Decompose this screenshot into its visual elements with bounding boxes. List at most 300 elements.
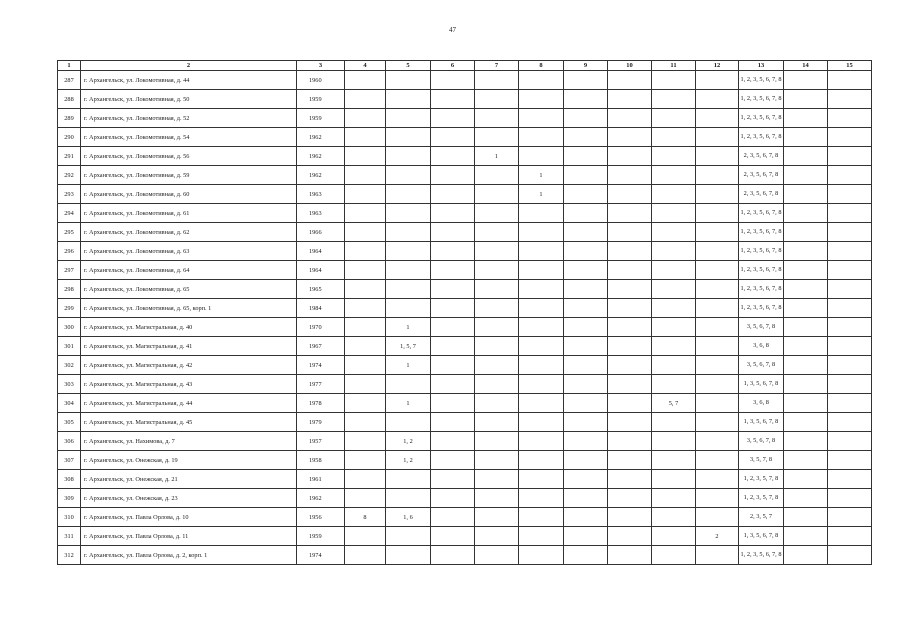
col8-cell <box>519 299 564 318</box>
col6-cell <box>431 337 475 356</box>
row-number-cell: 311 <box>58 527 81 546</box>
row-number-cell: 310 <box>58 508 81 527</box>
col14-cell <box>784 375 828 394</box>
col4-cell <box>345 337 386 356</box>
col6-cell <box>431 451 475 470</box>
year-cell: 1962 <box>297 147 345 166</box>
col14-cell <box>784 109 828 128</box>
col9-cell <box>564 394 608 413</box>
year-cell: 1958 <box>297 451 345 470</box>
col7-cell <box>475 223 519 242</box>
col11-cell <box>652 109 696 128</box>
address-cell: г. Архангельск, ул. Магистральная, д. 45 <box>81 413 297 432</box>
address-cell: г. Архангельск, ул. Магистральная, д. 42 <box>81 356 297 375</box>
address-cell: г. Архангельск, ул. Магистральная, д. 43 <box>81 375 297 394</box>
header-cell: 9 <box>564 61 608 71</box>
col8-cell <box>519 71 564 90</box>
col13-cell: 1, 2, 3, 5, 6, 7, 8 <box>739 299 784 318</box>
col6-cell <box>431 394 475 413</box>
col13-cell: 1, 3, 5, 6, 7, 8 <box>739 527 784 546</box>
row-number-cell: 293 <box>58 185 81 204</box>
col8-cell: 1 <box>519 166 564 185</box>
col9-cell <box>564 128 608 147</box>
col9-cell <box>564 109 608 128</box>
col14-cell <box>784 261 828 280</box>
col14-cell <box>784 508 828 527</box>
col13-cell: 1, 2, 3, 5, 6, 7, 8 <box>739 546 784 565</box>
col11-cell <box>652 451 696 470</box>
col12-cell <box>696 166 739 185</box>
col6-cell <box>431 413 475 432</box>
col15-cell <box>828 261 872 280</box>
table-row <box>58 356 872 375</box>
col8-cell <box>519 242 564 261</box>
row-number-cell: 291 <box>58 147 81 166</box>
col12-cell <box>696 147 739 166</box>
year-cell: 1961 <box>297 470 345 489</box>
col13-cell: 1, 2, 3, 5, 7, 8 <box>739 470 784 489</box>
table-row <box>58 299 872 318</box>
col8-cell <box>519 318 564 337</box>
table-row <box>58 451 872 470</box>
row-number-cell: 287 <box>58 71 81 90</box>
col12-cell <box>696 280 739 299</box>
col12-cell <box>696 489 739 508</box>
col5-cell: 1 <box>386 356 431 375</box>
col10-cell <box>608 470 652 489</box>
table-header <box>58 61 872 71</box>
table-row <box>58 413 872 432</box>
col7-cell <box>475 375 519 394</box>
col4-cell <box>345 318 386 337</box>
col4-cell <box>345 223 386 242</box>
col5-cell <box>386 546 431 565</box>
col9-cell <box>564 356 608 375</box>
col9-cell <box>564 527 608 546</box>
col7-cell <box>475 166 519 185</box>
col15-cell <box>828 337 872 356</box>
col7-cell <box>475 356 519 375</box>
col14-cell <box>784 337 828 356</box>
col15-cell <box>828 204 872 223</box>
col12-cell <box>696 375 739 394</box>
col7-cell <box>475 489 519 508</box>
address-cell: г. Архангельск, ул. Локомотивная, д. 65, корп. 1 <box>81 299 297 318</box>
col10-cell <box>608 280 652 299</box>
col12-cell <box>696 185 739 204</box>
col10-cell <box>608 489 652 508</box>
year-cell: 1974 <box>297 356 345 375</box>
row-number-cell: 301 <box>58 337 81 356</box>
col12-cell <box>696 261 739 280</box>
col13-cell: 1, 3, 5, 6, 7, 8 <box>739 375 784 394</box>
col7-cell <box>475 546 519 565</box>
year-cell: 1963 <box>297 185 345 204</box>
col7-cell <box>475 185 519 204</box>
col14-cell <box>784 204 828 223</box>
col11-cell <box>652 318 696 337</box>
col13-cell: 1, 2, 3, 5, 6, 7, 8 <box>739 109 784 128</box>
header-cell: 12 <box>696 61 739 71</box>
row-number-cell: 288 <box>58 90 81 109</box>
header-cell: 6 <box>431 61 475 71</box>
col9-cell <box>564 318 608 337</box>
address-cell: г. Архангельск, ул. Павла Орлова, д. 10 <box>81 508 297 527</box>
col13-cell: 1, 3, 5, 6, 7, 8 <box>739 413 784 432</box>
col15-cell <box>828 394 872 413</box>
year-cell: 1974 <box>297 546 345 565</box>
col4-cell <box>345 470 386 489</box>
col8-cell <box>519 147 564 166</box>
address-cell: г. Архангельск, ул. Онежская, д. 21 <box>81 470 297 489</box>
col7-cell <box>475 299 519 318</box>
header-cell: 1 <box>58 61 81 71</box>
col6-cell <box>431 242 475 261</box>
col13-cell: 1, 2, 3, 5, 7, 8 <box>739 489 784 508</box>
col15-cell <box>828 508 872 527</box>
table-row <box>58 318 872 337</box>
col13-cell: 3, 5, 6, 7, 8 <box>739 432 784 451</box>
col5-cell <box>386 109 431 128</box>
col6-cell <box>431 223 475 242</box>
col14-cell <box>784 546 828 565</box>
col8-cell <box>519 508 564 527</box>
address-cell: г. Архангельск, ул. Локомотивная, д. 44 <box>81 71 297 90</box>
header-cell: 7 <box>475 61 519 71</box>
col15-cell <box>828 356 872 375</box>
col11-cell <box>652 527 696 546</box>
col12-cell <box>696 470 739 489</box>
year-cell: 1963 <box>297 204 345 223</box>
col4-cell <box>345 299 386 318</box>
col15-cell <box>828 470 872 489</box>
col4-cell <box>345 166 386 185</box>
col15-cell <box>828 128 872 147</box>
col13-cell: 1, 2, 3, 5, 6, 7, 8 <box>739 223 784 242</box>
col4-cell <box>345 280 386 299</box>
col6-cell <box>431 375 475 394</box>
row-number-cell: 292 <box>58 166 81 185</box>
col5-cell <box>386 128 431 147</box>
col12-cell <box>696 432 739 451</box>
col7-cell <box>475 204 519 223</box>
table-row <box>58 375 872 394</box>
col10-cell <box>608 223 652 242</box>
year-cell: 1964 <box>297 242 345 261</box>
col9-cell <box>564 261 608 280</box>
header-cell: 13 <box>739 61 784 71</box>
col9-cell <box>564 432 608 451</box>
col10-cell <box>608 527 652 546</box>
year-cell: 1962 <box>297 128 345 147</box>
col8-cell <box>519 280 564 299</box>
col6-cell <box>431 527 475 546</box>
col4-cell <box>345 185 386 204</box>
col12-cell <box>696 204 739 223</box>
col8-cell <box>519 413 564 432</box>
col9-cell <box>564 147 608 166</box>
table-row <box>58 394 872 413</box>
col6-cell <box>431 185 475 204</box>
col8-cell <box>519 109 564 128</box>
col11-cell <box>652 432 696 451</box>
col11-cell <box>652 508 696 527</box>
col9-cell <box>564 299 608 318</box>
col5-cell <box>386 223 431 242</box>
col7-cell <box>475 508 519 527</box>
header-cell: 10 <box>608 61 652 71</box>
col4-cell <box>345 204 386 223</box>
col14-cell <box>784 128 828 147</box>
col14-cell <box>784 299 828 318</box>
row-number-cell: 303 <box>58 375 81 394</box>
col15-cell <box>828 432 872 451</box>
col13-cell: 1, 2, 3, 5, 6, 7, 8 <box>739 128 784 147</box>
col8-cell <box>519 356 564 375</box>
year-cell: 1959 <box>297 109 345 128</box>
address-cell: г. Архангельск, ул. Онежская, д. 19 <box>81 451 297 470</box>
col4-cell <box>345 90 386 109</box>
col10-cell <box>608 147 652 166</box>
table-row <box>58 128 872 147</box>
col4-cell <box>345 375 386 394</box>
col11-cell <box>652 470 696 489</box>
header-cell: 5 <box>386 61 431 71</box>
col4-cell <box>345 128 386 147</box>
col8-cell <box>519 527 564 546</box>
col14-cell <box>784 451 828 470</box>
col5-cell <box>386 185 431 204</box>
col9-cell <box>564 508 608 527</box>
col4-cell <box>345 356 386 375</box>
header-cell: 14 <box>784 61 828 71</box>
col8-cell <box>519 261 564 280</box>
col12-cell <box>696 413 739 432</box>
col4-cell <box>345 489 386 508</box>
address-cell: г. Архангельск, ул. Локомотивная, д. 59 <box>81 166 297 185</box>
col8-cell: 1 <box>519 185 564 204</box>
table-row <box>58 337 872 356</box>
year-cell: 1962 <box>297 166 345 185</box>
row-number-cell: 309 <box>58 489 81 508</box>
row-number-cell: 305 <box>58 413 81 432</box>
col4-cell <box>345 413 386 432</box>
col8-cell <box>519 432 564 451</box>
col5-cell <box>386 413 431 432</box>
col4-cell <box>345 546 386 565</box>
col6-cell <box>431 489 475 508</box>
col15-cell <box>828 242 872 261</box>
col6-cell <box>431 546 475 565</box>
col8-cell <box>519 394 564 413</box>
table-row <box>58 261 872 280</box>
col11-cell <box>652 261 696 280</box>
col11-cell <box>652 413 696 432</box>
col15-cell <box>828 546 872 565</box>
year-cell: 1977 <box>297 375 345 394</box>
col12-cell <box>696 508 739 527</box>
col15-cell <box>828 318 872 337</box>
col10-cell <box>608 356 652 375</box>
col5-cell <box>386 470 431 489</box>
year-cell: 1957 <box>297 432 345 451</box>
address-cell: г. Архангельск, ул. Павла Орлова, д. 11 <box>81 527 297 546</box>
col10-cell <box>608 337 652 356</box>
col9-cell <box>564 90 608 109</box>
col8-cell <box>519 451 564 470</box>
row-number-cell: 296 <box>58 242 81 261</box>
col6-cell <box>431 109 475 128</box>
col7-cell <box>475 413 519 432</box>
table-row <box>58 166 872 185</box>
address-cell: г. Архангельск, ул. Локомотивная, д. 60 <box>81 185 297 204</box>
row-number-cell: 295 <box>58 223 81 242</box>
col5-cell <box>386 204 431 223</box>
col5-cell: 1, 6 <box>386 508 431 527</box>
col12-cell <box>696 318 739 337</box>
col7-cell <box>475 71 519 90</box>
col12-cell <box>696 128 739 147</box>
col14-cell <box>784 223 828 242</box>
col15-cell <box>828 166 872 185</box>
col7-cell <box>475 242 519 261</box>
col15-cell <box>828 90 872 109</box>
col10-cell <box>608 109 652 128</box>
col7-cell <box>475 337 519 356</box>
row-number-cell: 299 <box>58 299 81 318</box>
col15-cell <box>828 109 872 128</box>
register-table <box>57 60 872 565</box>
table-row <box>58 147 872 166</box>
col6-cell <box>431 508 475 527</box>
col15-cell <box>828 71 872 90</box>
year-cell: 1970 <box>297 318 345 337</box>
col14-cell <box>784 470 828 489</box>
col10-cell <box>608 90 652 109</box>
col13-cell: 2, 3, 5, 6, 7, 8 <box>739 185 784 204</box>
col7-cell: 1 <box>475 147 519 166</box>
col13-cell: 3, 5, 7, 8 <box>739 451 784 470</box>
col6-cell <box>431 299 475 318</box>
col12-cell: 2 <box>696 527 739 546</box>
year-cell: 1960 <box>297 71 345 90</box>
col11-cell <box>652 242 696 261</box>
col15-cell <box>828 185 872 204</box>
col9-cell <box>564 337 608 356</box>
col11-cell <box>652 90 696 109</box>
col4-cell <box>345 394 386 413</box>
col9-cell <box>564 185 608 204</box>
col13-cell: 2, 3, 5, 6, 7, 8 <box>739 166 784 185</box>
table-row <box>58 546 872 565</box>
col14-cell <box>784 432 828 451</box>
year-cell: 1956 <box>297 508 345 527</box>
row-number-cell: 298 <box>58 280 81 299</box>
col7-cell <box>475 261 519 280</box>
table-row <box>58 489 872 508</box>
year-cell: 1962 <box>297 489 345 508</box>
address-cell: г. Архангельск, ул. Локомотивная, д. 52 <box>81 109 297 128</box>
col5-cell: 1, 2 <box>386 451 431 470</box>
col6-cell <box>431 128 475 147</box>
col15-cell <box>828 451 872 470</box>
col15-cell <box>828 489 872 508</box>
col13-cell: 1, 2, 3, 5, 6, 7, 8 <box>739 261 784 280</box>
col4-cell <box>345 242 386 261</box>
header-cell: 2 <box>81 61 297 71</box>
col6-cell <box>431 280 475 299</box>
header-cell: 11 <box>652 61 696 71</box>
col12-cell <box>696 299 739 318</box>
col14-cell <box>784 185 828 204</box>
address-cell: г. Архангельск, ул. Локомотивная, д. 50 <box>81 90 297 109</box>
col4-cell <box>345 147 386 166</box>
col5-cell <box>386 71 431 90</box>
address-cell: г. Архангельск, ул. Локомотивная, д. 64 <box>81 261 297 280</box>
table-row <box>58 185 872 204</box>
header-cell: 15 <box>828 61 872 71</box>
col5-cell <box>386 489 431 508</box>
col6-cell <box>431 356 475 375</box>
header-cell: 8 <box>519 61 564 71</box>
address-cell: г. Архангельск, ул. Магистральная, д. 40 <box>81 318 297 337</box>
col13-cell: 1, 2, 3, 5, 6, 7, 8 <box>739 90 784 109</box>
col12-cell <box>696 223 739 242</box>
col15-cell <box>828 223 872 242</box>
address-cell: г. Архангельск, ул. Павла Орлова, д. 2, корп. 1 <box>81 546 297 565</box>
col5-cell <box>386 166 431 185</box>
col9-cell <box>564 71 608 90</box>
row-number-cell: 302 <box>58 356 81 375</box>
col12-cell <box>696 109 739 128</box>
col8-cell <box>519 204 564 223</box>
col4-cell <box>345 451 386 470</box>
year-cell: 1959 <box>297 90 345 109</box>
address-cell: г. Архангельск, ул. Локомотивная, д. 62 <box>81 223 297 242</box>
col4-cell <box>345 527 386 546</box>
year-cell: 1978 <box>297 394 345 413</box>
year-cell: 1984 <box>297 299 345 318</box>
table-row <box>58 527 872 546</box>
col10-cell <box>608 261 652 280</box>
col7-cell <box>475 128 519 147</box>
col11-cell <box>652 204 696 223</box>
col7-cell <box>475 432 519 451</box>
col13-cell: 1, 2, 3, 5, 6, 7, 8 <box>739 242 784 261</box>
col10-cell <box>608 394 652 413</box>
col14-cell <box>784 242 828 261</box>
col5-cell: 1, 5, 7 <box>386 337 431 356</box>
col7-cell <box>475 280 519 299</box>
col10-cell <box>608 432 652 451</box>
col15-cell <box>828 147 872 166</box>
header-cell: 3 <box>297 61 345 71</box>
col9-cell <box>564 375 608 394</box>
col9-cell <box>564 413 608 432</box>
col11-cell <box>652 356 696 375</box>
table-body <box>58 71 872 565</box>
col11-cell <box>652 128 696 147</box>
col5-cell: 1, 2 <box>386 432 431 451</box>
col8-cell <box>519 470 564 489</box>
col9-cell <box>564 546 608 565</box>
col14-cell <box>784 413 828 432</box>
col10-cell <box>608 413 652 432</box>
col8-cell <box>519 546 564 565</box>
col14-cell <box>784 394 828 413</box>
col5-cell <box>386 299 431 318</box>
table-row <box>58 90 872 109</box>
